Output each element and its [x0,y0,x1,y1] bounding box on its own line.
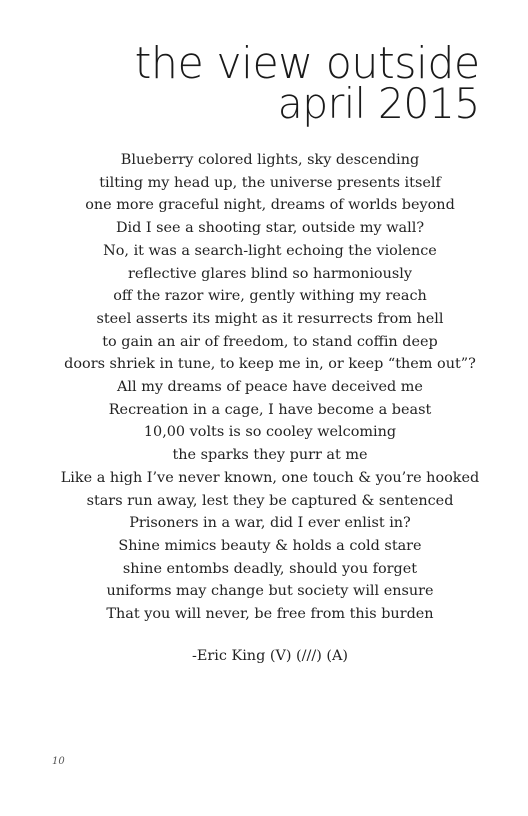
poem-body [0,149,528,626]
poem-line: the sparks they purr at me [172,447,368,464]
poem-line: uniforms may change but society will ensure [106,583,434,600]
poem-line: stars run away, lest they be captured & sentenced [86,492,454,509]
poem-title [124,38,480,128]
author-signature: -Eric King (V) (///) (A) [191,648,349,664]
poem-line: No, it was a search-light echoing the violence [103,242,437,259]
poem-line: tilting my head up, the universe presents itself [99,174,441,191]
poem-line: Shine mimics beauty & holds a cold stare [118,537,422,554]
poem-line: 10,00 volts is so cooley welcoming [143,424,397,441]
title-line-2: april 2015 [277,79,480,128]
poem-line: to gain an air of freedom, to stand coffin deep [102,333,438,350]
poem-line: shine entombs deadly, should you forget [122,560,418,577]
poem-line: doors shriek in tune, to keep me in, or keep “them out”? [64,356,476,373]
page-number: 10 [52,756,65,767]
poem-line: Did I see a shooting star, outside my wall? [115,220,425,237]
poem-line: off the razor wire, gently withing my reach [113,288,427,305]
poem-line: one more graceful night, dreams of worlds beyond [85,197,455,214]
poem-line: Blueberry colored lights, sky descending [120,152,420,168]
poem-line: Recreation in a cage, I have become a beast [108,401,432,418]
title-line-1: the view outside [134,38,480,89]
poem-line: reflective glares blind so harmoniously [128,265,412,282]
poem-line: All my dreams of peace have deceived me [117,379,423,396]
poem-line: That you will never, be free from this burden [106,606,434,623]
poem-line: Like a high I’ve never known, one touch & you’re hooked [60,469,480,486]
poem-line: steel asserts its might as it resurrects from hell [96,310,444,327]
poem-line: Prisoners in a war, did I ever enlist in? [129,515,411,532]
